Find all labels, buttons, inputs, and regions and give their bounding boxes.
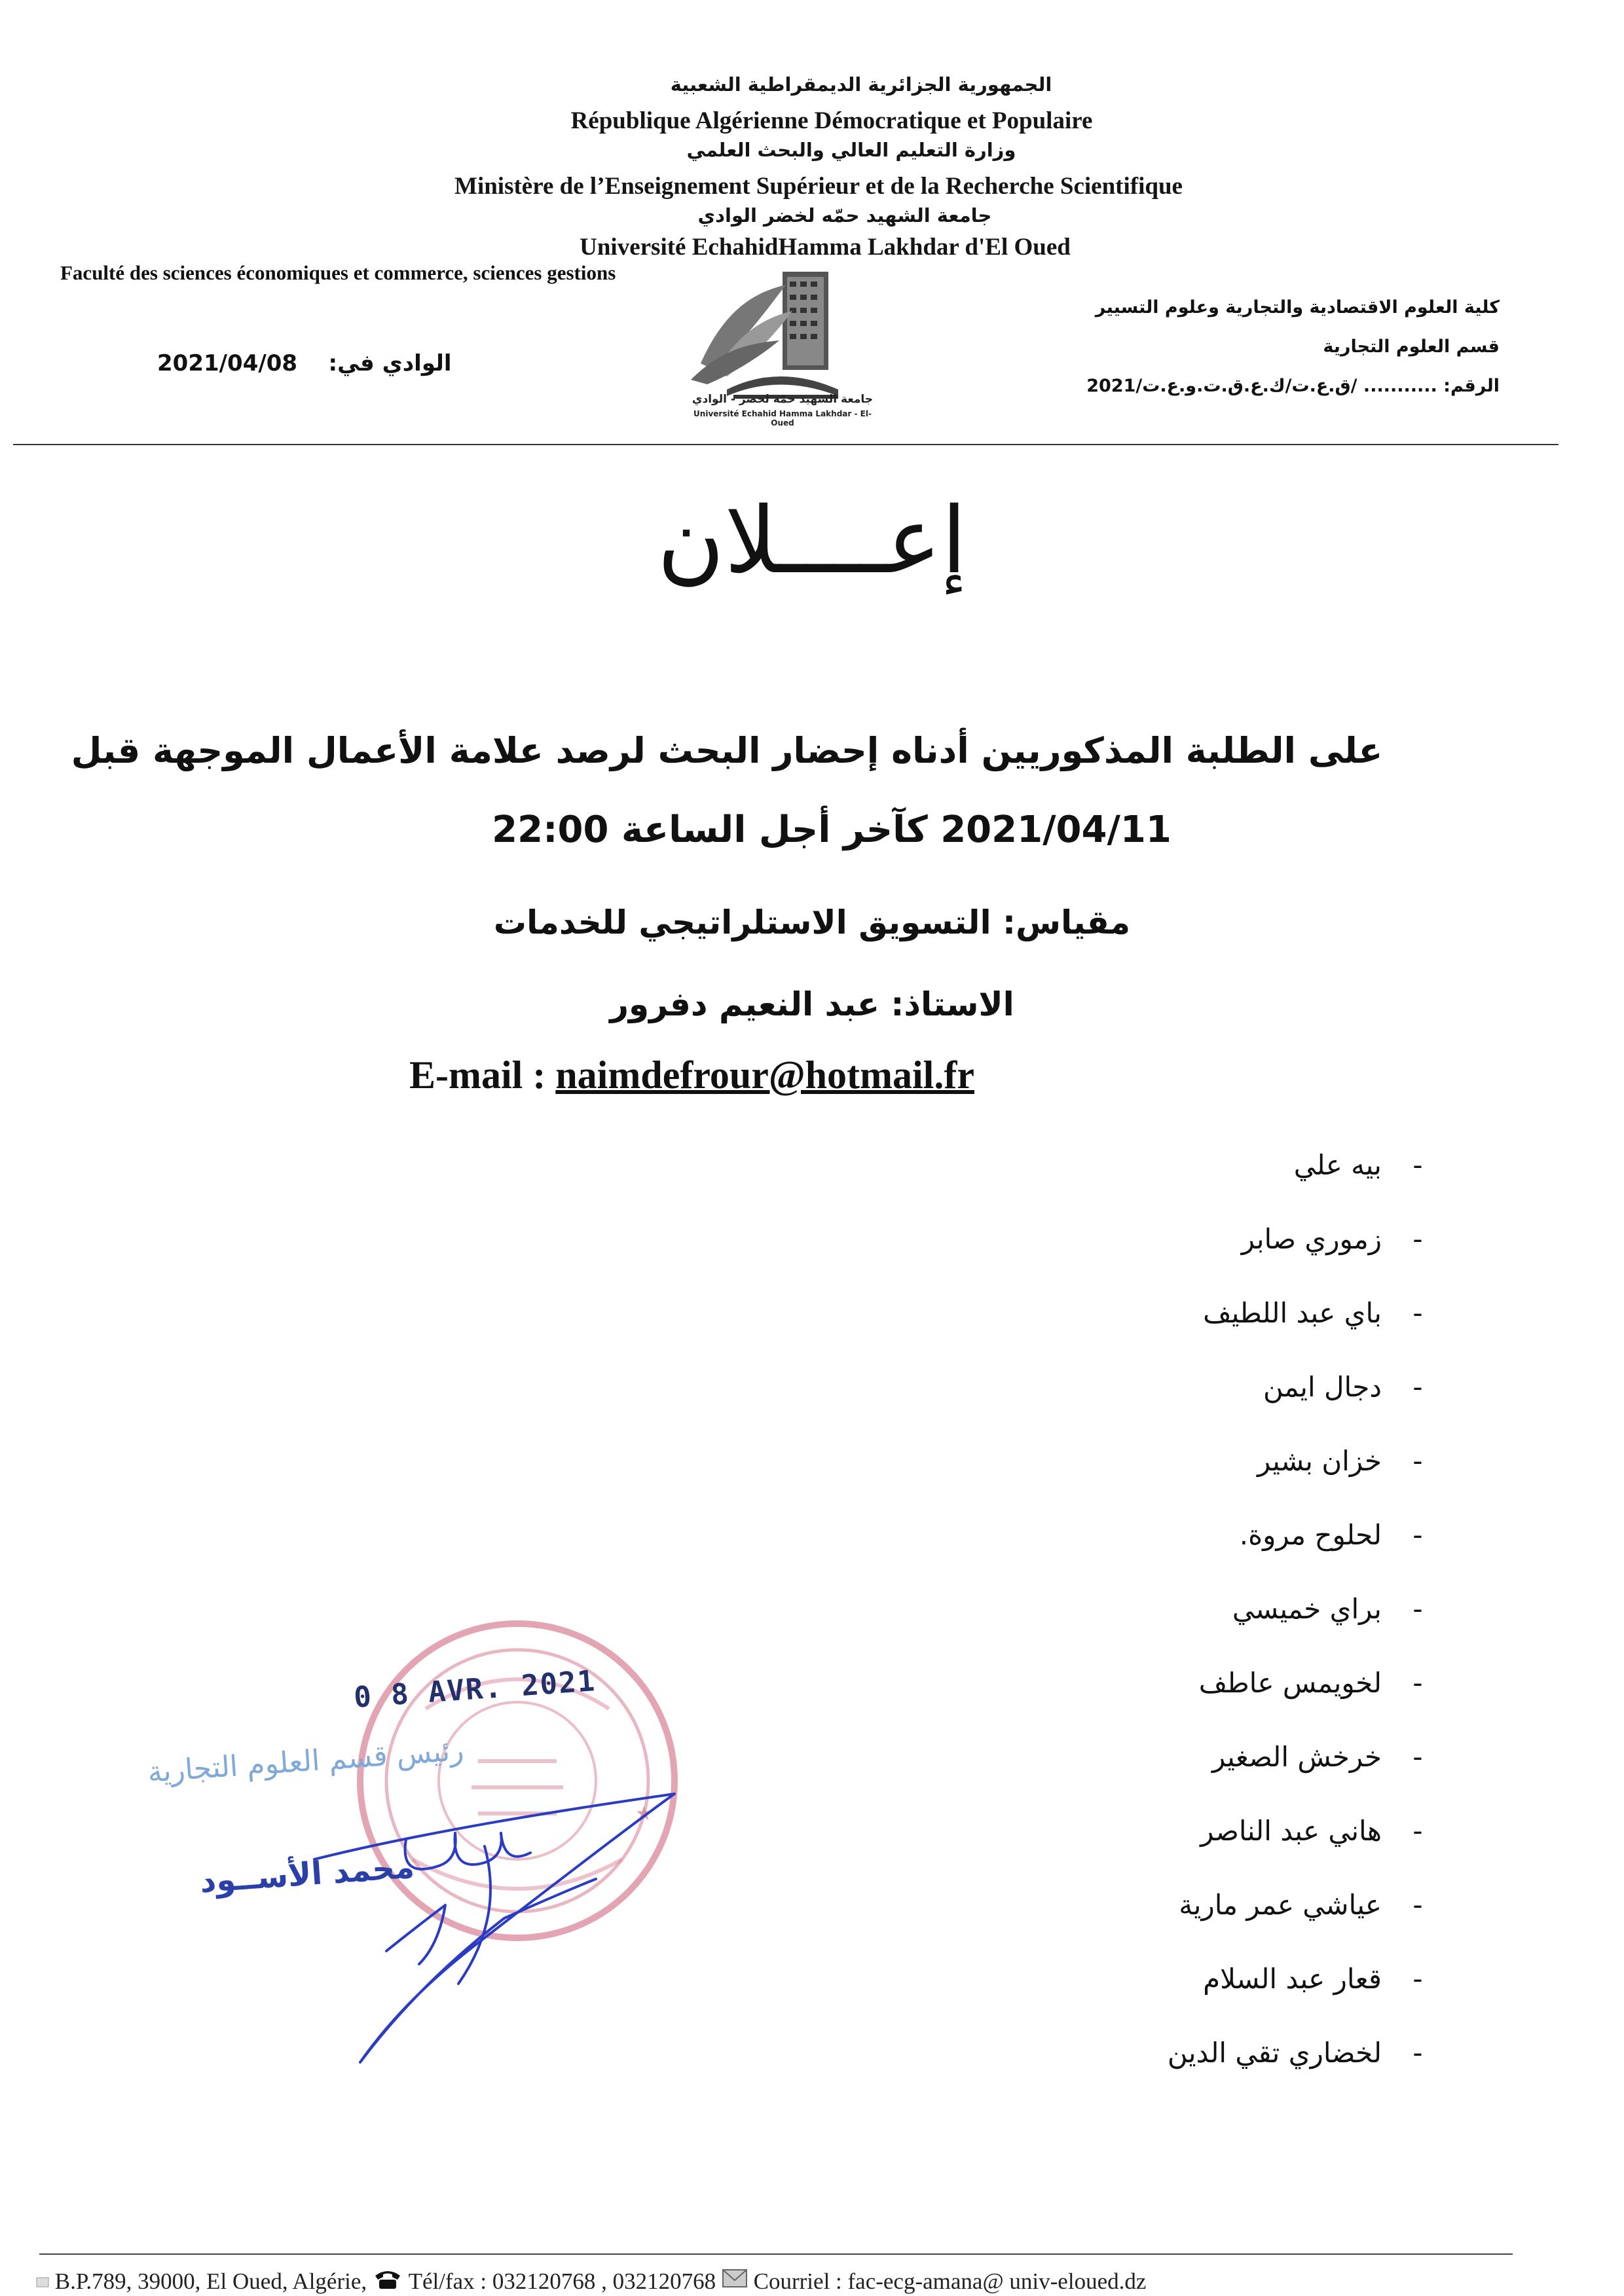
list-item: - خرخش الصغير xyxy=(982,1731,1441,1805)
student-name: زموري صابر xyxy=(1241,1223,1382,1255)
mail-icon xyxy=(722,2267,748,2295)
student-name: لخويمس عاطف xyxy=(1198,1667,1382,1699)
student-name: خزان بشير xyxy=(1257,1445,1382,1477)
student-name: باي عبد اللطيف xyxy=(1203,1297,1382,1329)
professor-name: الاستاذ: عبد النعيم دفرور xyxy=(610,985,1014,1023)
logo-caption-ar: جامعة الشهيد حمّه لخضر - الوادي xyxy=(692,393,874,406)
reference-ar: الرقم: ........... /ق.ع.ت/ك.ع.ق.ت.و.ع.ت/2021 xyxy=(1086,376,1500,396)
signature xyxy=(288,1787,694,2069)
list-item: - براي خميسي xyxy=(982,1583,1441,1657)
date-value: 2021/04/08 xyxy=(157,350,298,376)
footer-address: B.P.789, 39000, El Oued, Algérie, xyxy=(54,2268,367,2294)
republic-ar: الجمهورية الجزائرية الديمقراطية الشعبية xyxy=(670,73,1052,96)
list-item: - دجال ايمن xyxy=(982,1361,1441,1435)
ministry-fr: Ministère de l’Enseignement Supérieur et de la Recherche Scientifique xyxy=(454,173,1183,200)
footer-tel: Tél/fax : 032120768 , 032120768 xyxy=(408,2268,716,2294)
department-ar: قسم العلوم التجارية xyxy=(1323,337,1500,357)
student-list xyxy=(982,1139,1441,2101)
faculty-block-ar xyxy=(910,288,1500,406)
telephone-icon xyxy=(373,2267,403,2296)
date-label: الوادي في: xyxy=(328,350,452,376)
list-item: - باي عبد اللطيف xyxy=(982,1287,1441,1361)
list-item: - هاني عبد الناصر xyxy=(982,1805,1441,1879)
module-name: مقياس: التسويق الاستلراتيجي للخدمات xyxy=(493,903,1131,941)
student-name: قعار عبد السلام xyxy=(1203,1963,1382,1995)
email-label: E-mail : xyxy=(409,1053,556,1097)
student-name: عياشي عمر مارية xyxy=(1179,1889,1382,1921)
list-item: - عياشي عمر مارية xyxy=(982,1879,1441,1953)
list-item: - بيه علي xyxy=(982,1139,1441,1213)
svg-text:★: ★ xyxy=(635,1802,653,1825)
student-name: لخضاري تقي الدين xyxy=(1167,2037,1382,2069)
student-name: دجال ايمن xyxy=(1263,1371,1382,1403)
university-fr: Université EchahidHamma Lakhdar d'El Oued xyxy=(580,234,1071,261)
student-name: براي خميسي xyxy=(1232,1593,1382,1625)
list-item: - خزان بشير xyxy=(982,1435,1441,1509)
list-item: - لحلوح مروة. xyxy=(982,1509,1441,1583)
student-name: خرخش الصغير xyxy=(1212,1741,1382,1773)
university-ar: جامعة الشهيد حمّه لخضر الوادي xyxy=(697,204,992,227)
faculty-ar: كلية العلوم الاقتصادية والتجارية وعلوم التسيير xyxy=(1095,297,1500,318)
republic-fr: République Algérienne Démocratique et Populaire xyxy=(570,107,1093,134)
department-head-title: رئيس قسم العلوم التجارية xyxy=(146,1734,465,1789)
list-item: - لخضاري تقي الدين xyxy=(982,2027,1441,2101)
footer-contact xyxy=(36,2267,1581,2296)
header-divider xyxy=(13,444,1559,445)
list-item: - لخويمس عاطف xyxy=(982,1657,1441,1731)
list-item: - زموري صابر xyxy=(982,1213,1441,1287)
email-link[interactable]: naimdefrour@hotmail.fr xyxy=(555,1053,974,1097)
faculty-fr: Faculté des sciences économiques et commerce, sciences gestions xyxy=(60,261,616,284)
envelope-icon xyxy=(36,2269,49,2295)
list-item: - قعار عبد السلام xyxy=(982,1953,1441,2027)
announcement-title: إعــــلان xyxy=(657,488,967,594)
logo-caption-fr: Université Echahid Hamma Lakhdar - El-Oued xyxy=(693,409,872,428)
student-name: بيه علي xyxy=(1293,1149,1382,1181)
email-line xyxy=(409,1053,974,1098)
announcement-line-1: على الطلبة المذكوريين أدناه إحضار البحث لرصد علامة الأعمال الموجهة قبل xyxy=(71,730,1383,771)
announcement-line-2: 2021/04/11 كآخر أجل الساعة 22:00 xyxy=(492,809,1172,851)
date-line xyxy=(157,350,452,376)
department-head-name: محمد الأســود xyxy=(198,1848,416,1901)
footer-divider xyxy=(39,2253,1513,2255)
student-name: لحلوح مروة. xyxy=(1239,1519,1382,1551)
student-name: هاني عبد الناصر xyxy=(1200,1815,1382,1847)
ministry-ar: وزارة التعليم العالي والبحث العلمي xyxy=(686,139,1016,161)
footer-mail[interactable]: Courriel : fac-ecg-amana@ univ-eloued.dz xyxy=(753,2268,1147,2294)
stamp-date: 0 8 AVR. 2021 xyxy=(352,1664,597,1715)
